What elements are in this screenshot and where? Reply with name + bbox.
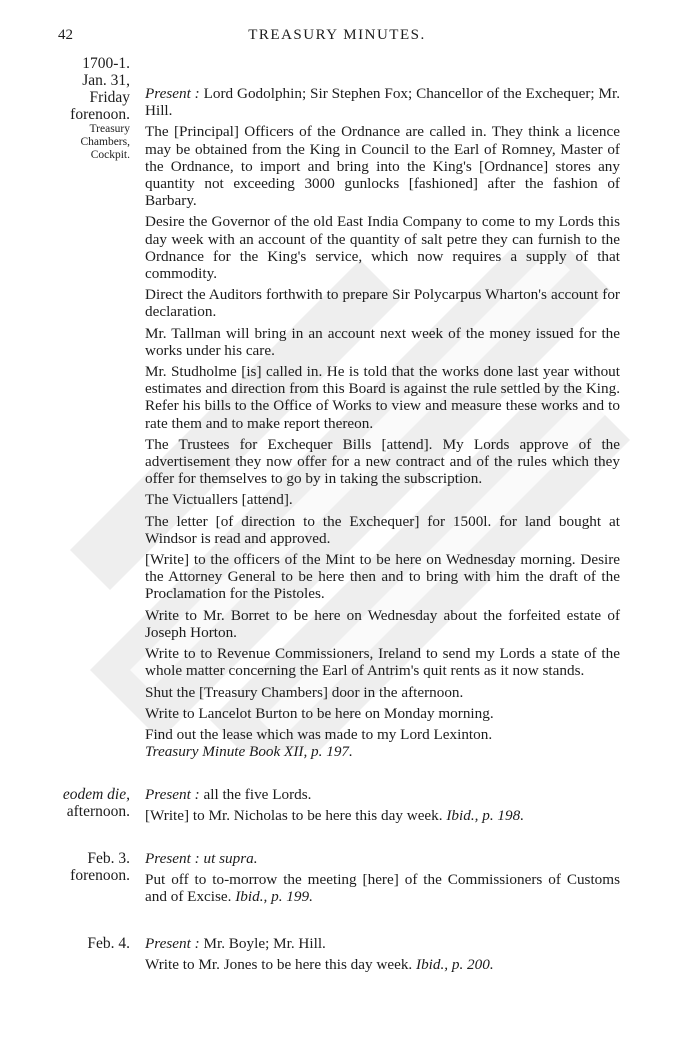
present-text: Lord Godolphin; Sir Stephen Fox; Chancellor of the Exchequer; Mr. Hill. bbox=[145, 85, 621, 120]
margin-place: Chambers, bbox=[80, 136, 130, 148]
present-line bbox=[145, 935, 620, 952]
margin-note bbox=[40, 850, 130, 884]
margin-place: Treasury bbox=[89, 123, 130, 135]
minute-paragraph: Write to Mr. Borret to be here on Wednesday about the forfeited estate of Joseph Horton. bbox=[145, 606, 620, 641]
page-number: 42 bbox=[58, 27, 73, 43]
margin-time: afternoon. bbox=[66, 803, 130, 820]
minute-paragraph: The Victuallers [attend]. bbox=[145, 491, 293, 509]
present-text: ut supra. bbox=[203, 850, 258, 867]
minute-paragraph: Mr. Studholme [is] called in. He is told that the works done last year without estimates and direction from this Board is against the rule settled by the King. Refer his bills to the Office of Works to view and measure these works and to rate them and to make report thereon. bbox=[145, 363, 620, 432]
margin-date: Jan. 31, bbox=[82, 72, 130, 89]
entry-body bbox=[145, 85, 620, 760]
source-citation: Treasury Minute Book XII, p. 197. bbox=[145, 743, 353, 761]
present-line bbox=[145, 786, 620, 803]
margin-note bbox=[40, 55, 130, 162]
entry-body bbox=[145, 786, 620, 824]
source-citation: Ibid., p. 198. bbox=[446, 807, 524, 825]
margin-time: forenoon. bbox=[70, 867, 130, 884]
margin-date: eodem die, bbox=[62, 786, 130, 803]
minute-paragraph: Mr. Tallman will bring in an account next week of the money issued for the works under his care. bbox=[145, 324, 620, 359]
present-label: Present : bbox=[145, 85, 200, 102]
minute-paragraph bbox=[145, 726, 620, 760]
present-label: Present : bbox=[145, 935, 200, 952]
present-label: Present : bbox=[145, 850, 200, 867]
minute-paragraph: The letter [of direction to the Exchequer] for 1500l. for land bought at Windsor is read and approved. bbox=[145, 512, 620, 547]
source-citation: Ibid., p. 200. bbox=[416, 956, 494, 974]
present-text: all the five Lords. bbox=[203, 786, 312, 803]
margin-date: Feb. 4. bbox=[87, 935, 130, 952]
paragraph-text: Put off to to-morrow the meeting [here] of the Commissioners of Customs and of Excise. bbox=[145, 871, 620, 906]
minute-paragraph: The [Principal] Officers of the Ordnance are called in. They think a licence may be obtained from the King in Council to the Earl of Romney, Master of the Ordnance, to import and bring into the King's [Ordnance] stores any quantity not exceeding 3000 gunlocks [fashioned] after the fashion of Barbary. bbox=[145, 123, 620, 210]
margin-year: 1700-1. bbox=[82, 55, 130, 72]
minute-paragraph: Shut the [Treasury Chambers] door in the afternoon. bbox=[145, 683, 464, 701]
minute-paragraph: The Trustees for Exchequer Bills [attend]. My Lords approve of the advertisement they now offer for a new contract and of the rules which they offer for themselves to go by in taking the subscription. bbox=[145, 435, 620, 488]
page-header bbox=[0, 27, 674, 49]
margin-time: forenoon. bbox=[70, 106, 130, 123]
present-line bbox=[145, 85, 620, 119]
paragraph-text: [Write] to Mr. Nicholas to be here this day week. bbox=[145, 807, 443, 825]
present-line bbox=[145, 850, 620, 867]
present-label: Present : bbox=[145, 786, 200, 803]
present-text: Mr. Boyle; Mr. Hill. bbox=[203, 935, 326, 952]
minute-paragraph: Write to Lancelot Burton to be here on Monday morning. bbox=[145, 704, 494, 722]
minute-paragraph bbox=[145, 956, 620, 973]
margin-note bbox=[30, 786, 130, 820]
minute-paragraph: Desire the Governor of the old East India Company to come to my Lords this day week with an account of the quantity of salt petre they can furnish to the Ordnance for the King's service, which now requires a supply of that commodity. bbox=[145, 213, 620, 283]
paragraph-text: Write to Mr. Jones to be here this day week. bbox=[145, 956, 413, 974]
minute-paragraph bbox=[145, 807, 620, 824]
margin-date: Feb. 3. bbox=[87, 850, 130, 867]
margin-day: Friday bbox=[89, 89, 130, 106]
minute-paragraph: Write to to Revenue Commissioners, Ireland to send my Lords a state of the whole matter concerning the Earl of Antrim's quit rents as it now stands. bbox=[145, 645, 620, 680]
entry-body bbox=[145, 850, 620, 906]
minute-paragraph: [Write] to the officers of the Mint to be here on Wednesday morning. Desire the Attorney General to be here then and to bring with him the draft of the Proclamation for the Pistoles. bbox=[145, 551, 620, 603]
margin-place: Cockpit. bbox=[90, 149, 130, 161]
paragraph-text: Find out the lease which was made to my Lord Lexinton. bbox=[145, 725, 493, 743]
entry-body bbox=[145, 935, 620, 973]
margin-note bbox=[40, 935, 130, 952]
minute-paragraph bbox=[145, 871, 620, 905]
source-citation: Ibid., p. 199. bbox=[235, 888, 313, 906]
running-head: TREASURY MINUTES. bbox=[248, 27, 426, 43]
minute-paragraph: Direct the Auditors forthwith to prepare Sir Polycarpus Wharton's account for declaration. bbox=[145, 286, 620, 321]
